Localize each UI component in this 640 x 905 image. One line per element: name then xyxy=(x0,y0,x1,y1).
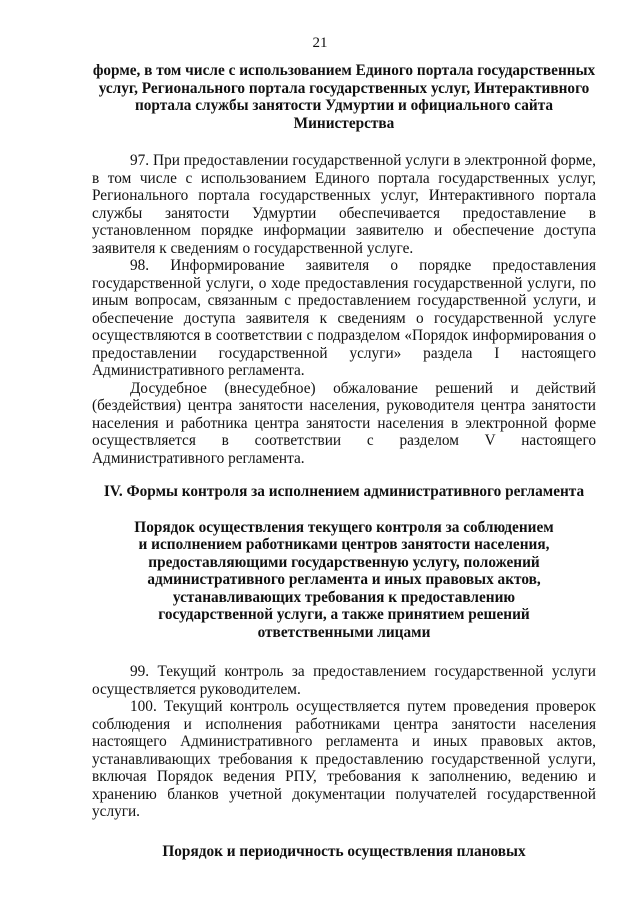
paragraph-98: 98. Информирование заявителя о порядке предоставления государственной услуги, о ходе предоставления государственной услуги, по иным вопросам, связанным с предоставлением государственной услуги, и обеспечение доступа заявителя к сведениям о государственной услуге осуществляются в соответствии с подразделом «Порядок информирования о предоставлении государственной услуги» раздела I настоящего Административного регламента. xyxy=(92,257,596,379)
subheading-line: устанавливающих требования к предоставлению xyxy=(172,588,516,606)
page-number: 21 xyxy=(312,35,328,51)
subheading-line: Порядок осуществления текущего контроля за соблюдением xyxy=(134,518,554,536)
paragraph-pretrial-appeal: Досудебное (внесудебное) обжалование решений и действий (бездействия) центра занятости населения, руководителя центра занятости населения и работника центра занятости населения в электронной форме осуществляется в соответствии с разделом V настоящего Административного регламента. xyxy=(92,379,596,467)
subheading-line: предоставляющими государственную услугу, положений xyxy=(148,553,540,571)
page-content xyxy=(92,62,596,860)
subheading-current-control xyxy=(92,519,596,642)
subheading-line: административного регламента и иных правовых актов, xyxy=(147,571,541,588)
paragraph-97: 97. При предоставлении государственной услуги в электронной форме, в том числе с использованием Единого портала государственных услуг, Регионального портала государственных услуг, Интерактивного портала службы занятости Удмуртии обеспечивается предоставление в установленном порядке информации заявителю и обеспечение доступа заявителя к сведениям о государственной услуге. xyxy=(92,152,596,257)
section-heading-electronic-form xyxy=(92,62,596,132)
section-title-iv: IV. Формы контроля за исполнением административного регламента xyxy=(103,483,585,500)
paragraph-100: 100. Текущий контроль осуществляется путем проведения проверок соблюдения и исполнения работниками центра занятости населения настоящего Административного регламента и иных правовых актов, устанавливающих требования к предоставлению государственной услуги, включая Порядок ведения РПУ, требования к заполнению, ведению и хранению бланков учетной документации получателей государственной услуги. xyxy=(92,698,596,820)
subheading-planned-checks: Порядок и периодичность осуществления плановых xyxy=(162,842,526,860)
heading-line: услуг, Регионального портала государственных услуг, Интерактивного xyxy=(98,79,590,97)
heading-line: форме, в том числе с использованием Единого портала государственных xyxy=(92,62,596,79)
subheading-line: государственной услуги, а также принятием решений xyxy=(158,606,530,623)
subheading-line: ответственными лицами xyxy=(257,623,431,641)
subheading-line: и исполнением работниками центров занятости населения, xyxy=(138,536,550,553)
heading-line: Министерства xyxy=(293,114,395,132)
paragraph-99: 99. Текущий контроль за предоставлением государственной услуги осуществляется руководителем. xyxy=(92,663,596,698)
heading-line: портала службы занятости Удмуртии и официального сайта xyxy=(134,97,554,114)
